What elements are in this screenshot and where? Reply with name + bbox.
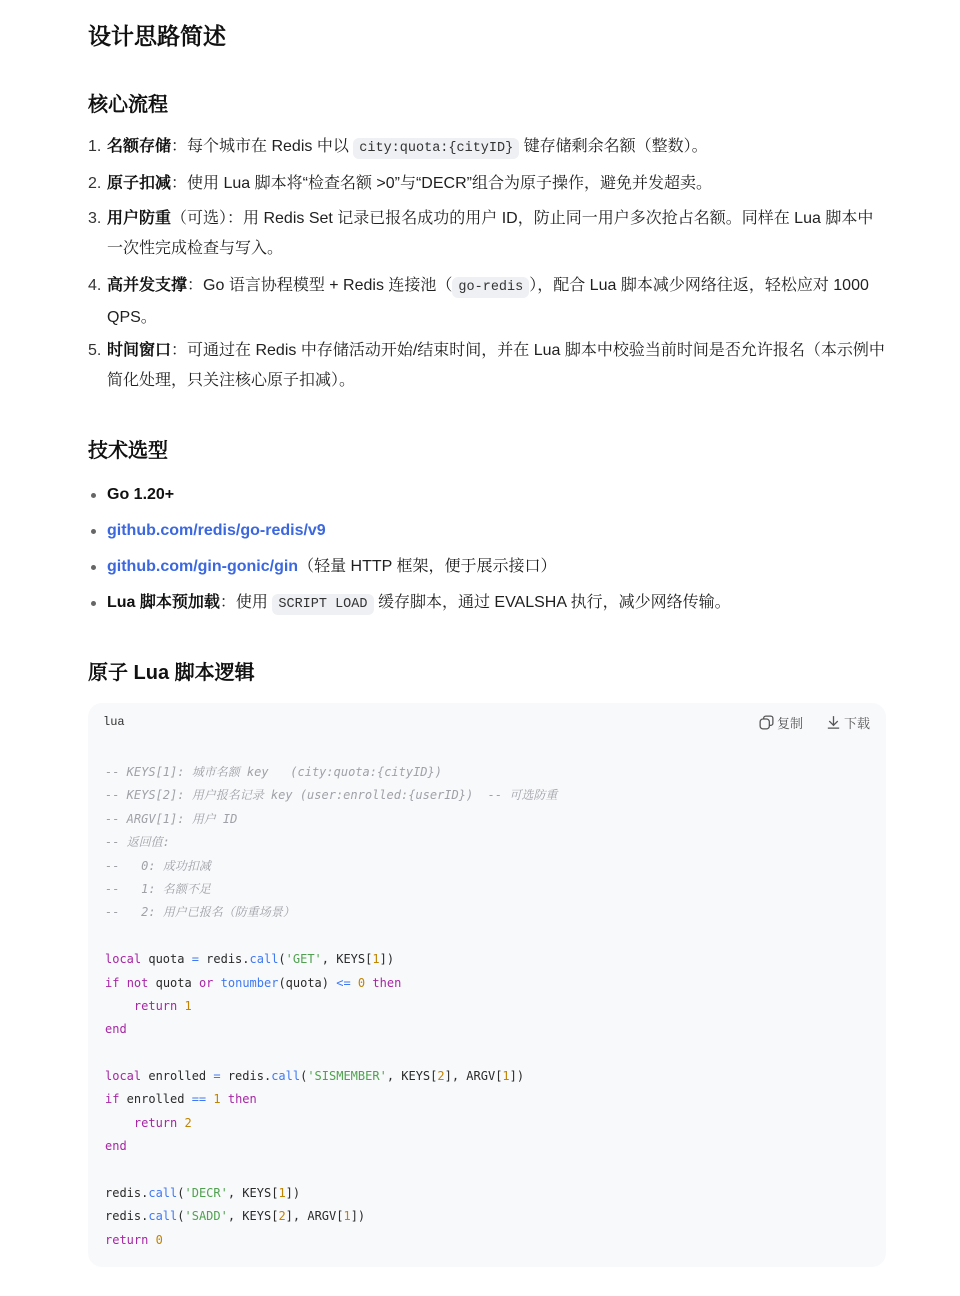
link-go-redis[interactable]: github.com/redis/go-redis/v9 bbox=[107, 522, 326, 539]
list-item bbox=[88, 518, 888, 544]
inline-code: city:quota:{cityID} bbox=[353, 138, 519, 159]
download-icon bbox=[825, 714, 842, 731]
bullet-icon bbox=[91, 529, 96, 534]
list-item: 2. 原子扣减：使用 Lua 脚本将“检查名额 >0”与“DECR”组合为原子操作，避免并发超卖。 bbox=[88, 175, 712, 192]
download-button[interactable]: 下载 bbox=[825, 713, 870, 732]
list-item: 3. 用户防重（可选）：用 Redis Set 记录已报名成功的用户 ID，防止同一用户多次抢占名额。同样在 Lua 脚本中一次性完成检查与写入。 bbox=[88, 210, 874, 257]
list-item: Lua 脚本预加载：使用 SCRIPT LOAD 缓存脚本，通过 EVALSHA 执行，减少网络传输。 bbox=[88, 590, 888, 618]
section-heading-lua: 原子 Lua 脚本逻辑 bbox=[88, 662, 255, 684]
copy-button[interactable]: 复制 bbox=[758, 713, 803, 732]
link-gin[interactable]: github.com/gin-gonic/gin bbox=[107, 558, 299, 575]
list-item: 1. 名额存储：每个城市在 Redis 中以 city:quota:{cityID} 键存储剩余名额（整数）。 bbox=[88, 132, 888, 164]
bullet-icon bbox=[91, 601, 96, 606]
code-language-label: lua bbox=[103, 715, 125, 729]
bullet-icon bbox=[91, 493, 96, 498]
section-heading-tech: 技术选型 bbox=[88, 440, 168, 462]
list-item: github.com/gin-gonic/gin（轻量 HTTP 框架，便于展示接口） bbox=[88, 554, 888, 580]
list-item: 4. 高并发支撑：Go 语言协程模型 + Redis 连接池（ go-redis ），配合 Lua 脚本减少网络往返，轻松应对 1000 QPS。 bbox=[88, 277, 869, 326]
inline-code: go-redis bbox=[452, 277, 529, 298]
page-title: 设计思路简述 bbox=[88, 23, 226, 49]
bullet-icon bbox=[91, 565, 96, 570]
copy-icon bbox=[758, 714, 775, 731]
inline-code: SCRIPT LOAD bbox=[272, 594, 373, 615]
code-content: -- KEYS[1]: 城市名额 key (city:quota:{cityID}) -- KEYS[2]: 用户报名记录 key (user:enrolled:{userID}) -- 可选防重 -- ARGV[1]: 用户 ID -- 返回值: -- 0: 成功扣减 -- 1: 名额不足 -- 2: 用户已报名（防重场景） local quota = redis.call('GET', KEYS[1]) if not quota or tonumber(quota) <= 0 then return 1 end local enrolled = redis.call('SISMEMBER', KEYS[2], ARGV[1]) if enrolled == 1 then return 2 end redis.call('DECR', KEYS[1]) redis.call('SADD', KEYS[2], ARGV[1]) return 0 bbox=[105, 765, 558, 1247]
code-block bbox=[88, 703, 886, 1267]
list-item: 5. 时间窗口：可通过在 Redis 中存储活动开始/结束时间，并在 Lua 脚本中校验当前时间是否允许报名（本示例中简化处理，只关注核心原子扣减）。 bbox=[88, 342, 885, 389]
list-item: Go 1.20+ bbox=[88, 482, 888, 508]
section-heading-core-flow: 核心流程 bbox=[88, 94, 168, 116]
